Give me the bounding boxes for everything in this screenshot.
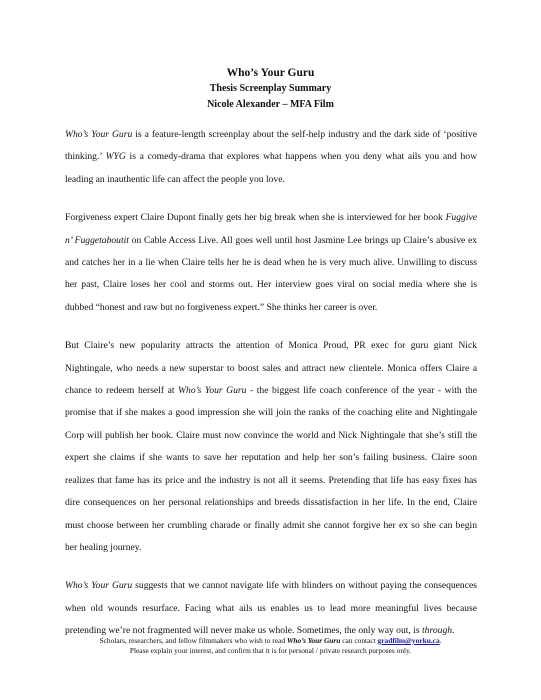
screenplay-title-italic: Who’s Your Guru	[65, 580, 133, 592]
emphasis-italic: through	[422, 625, 453, 637]
paragraph-text: But Claire’s new popularity attracts the attention of Monica Proud, PR exec for guru giant Nick Nightingale, who needs a new superstar to boost sales and attract new clientele. Monica offers Claire a chance to redeem herself at	[65, 340, 477, 397]
footer-text: .	[439, 636, 442, 645]
document-body	[65, 124, 477, 659]
paragraph-text: suggests that we cannot navigate life with blinders on without paying the consequences when old wounds resurface. Facing what ails us enables us to lead more meaningful lives because pretending we’re not fragmented will never make us whole. Sometimes, the only way out, is	[65, 580, 477, 637]
paragraph-text: is a comedy-drama that explores what happens when you deny what ails you and how leading an inauthentic life can affect the people you love.	[65, 151, 477, 185]
screenplay-title-italic: Who’s Your Guru	[65, 129, 133, 140]
footer-line-2: Please explain your interest, and confirm that it is for personal / private research purposes only.	[129, 646, 412, 655]
paragraph-text: Forgiveness expert Claire Dupont finally gets her big break when she is interviewed for her book	[65, 212, 446, 224]
footer-text: Scholars, researchers, and fellow filmmakers who wish to read	[99, 636, 287, 645]
author-line: Nicole Alexander – MFA Film	[207, 99, 334, 110]
footer-note	[40, 636, 501, 656]
paragraph-text: .	[452, 625, 455, 637]
paragraph-text: on Cable Access Live. All goes well until host Jasmine Lee brings up Claire’s abusive ex and catches her in a lie when Claire tells her he is dead when he is very much alive. Unwilling to discuss her past, Claire loses her cool and storms out. Her interview goes viral on social media where she is dubbed “honest and raw but no forgiveness expert.” She thinks her career is over.	[65, 234, 478, 313]
book-title-italic: Fuggive n’ Fuggetaboutit	[65, 212, 477, 246]
paragraph-plot-setup	[65, 207, 477, 319]
paragraph-text: is a feature-length screenplay about the self-help industry and the dark side of ‘positive thinking.’	[65, 129, 477, 163]
abbreviation-italic: WYG	[105, 151, 126, 163]
document-header	[0, 66, 541, 112]
paragraph-plot-development	[65, 335, 477, 559]
paragraph-text: - the biggest life coach conference of the year - with the promise that if she makes a good impression she will join the ranks of the coaching elite and Nightingale Corp will publish her book. Claire must now convince the world and Nick Nightingale that she’s still the expert she claims if she wants to save her reputation and help her son’s failing business. Claire soon realizes that fame has its price and the industry is not all it seems. Pretending that life has easy fixes has dire consequences on her personal relationships and breeds dissatisfaction in her life. In the end, Claire must choose between her crumbling charade or finally admit she cannot forgive her ex so she can begin her healing journey.	[65, 385, 477, 553]
conference-title-italic: Who’s Your Guru	[178, 385, 247, 397]
footer-line-1	[40, 636, 501, 646]
contact-email-link[interactable]: gradfilm@yorku.ca	[377, 636, 440, 645]
paragraph-theme	[65, 575, 477, 642]
document-subtitle: Thesis Screenplay Summary	[209, 83, 332, 94]
document-title: Who’s Your Guru	[226, 67, 315, 79]
footer-screenplay-title: Who’s Your Guru	[286, 636, 341, 645]
footer-text: can contact	[340, 636, 378, 645]
paragraph-intro	[65, 124, 477, 191]
